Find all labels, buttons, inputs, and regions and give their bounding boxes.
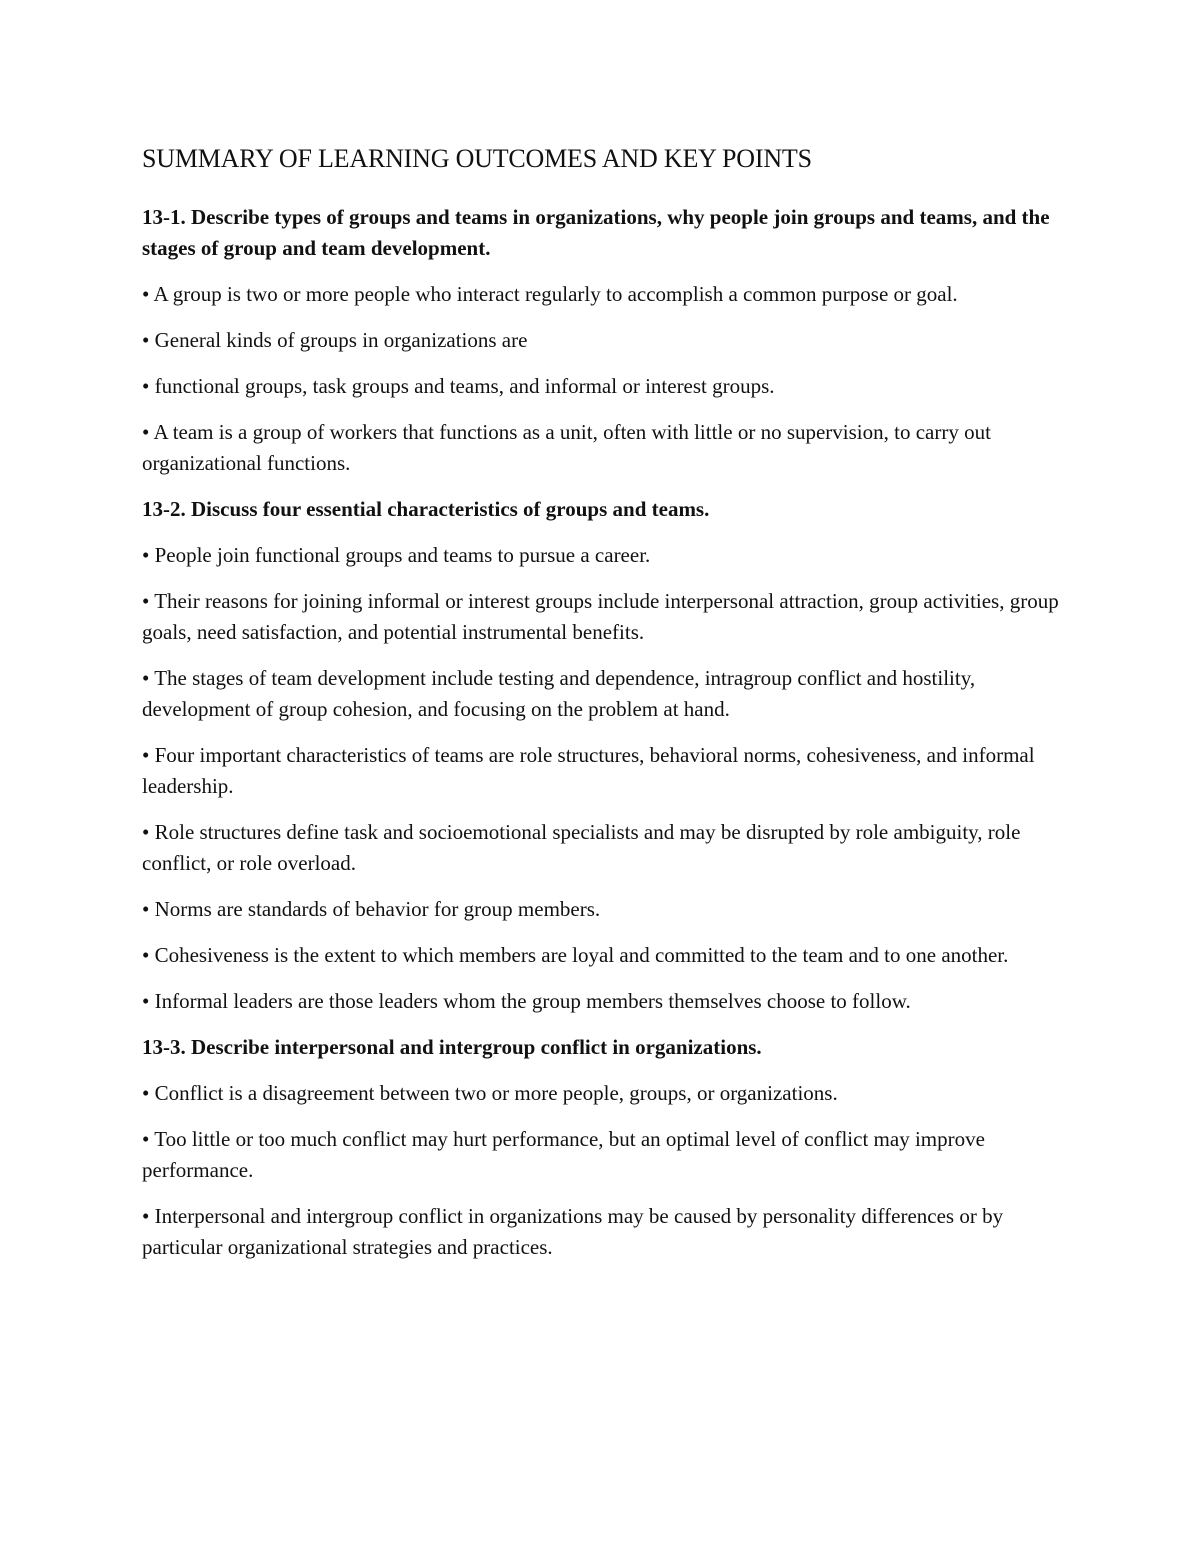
bullet-item: • Too little or too much conflict may hurt performance, but an optimal level of conflict may improve performance. xyxy=(142,1127,985,1182)
bullet-item: • Cohesiveness is the extent to which members are loyal and committed to the team and to one another. xyxy=(142,943,1009,967)
bullet-item: • Interpersonal and intergroup conflict in organizations may be caused by personality differences or by particular organizational strategies and practices. xyxy=(142,1204,1004,1259)
document-title: SUMMARY OF LEARNING OUTCOMES AND KEY POINTS xyxy=(142,144,812,173)
bullet-item: • Norms are standards of behavior for group members. xyxy=(142,897,601,921)
section-13-1 xyxy=(142,202,1062,479)
bullet-item: • functional groups, task groups and teams, and informal or interest groups. xyxy=(142,374,775,398)
bullet-item: • People join functional groups and teams to pursue a career. xyxy=(142,543,651,567)
section-heading: 13-1. Describe types of groups and teams in organizations, why people join groups and teams, and the stages of group and team development. xyxy=(142,205,1050,260)
bullet-item: • Role structures define task and socioemotional specialists and may be disrupted by role ambiguity, role conflict, or role overload. xyxy=(142,820,1021,875)
bullet-item: • The stages of team development include testing and dependence, intragroup conflict and hostility, development of group cohesion, and focusing on the problem at hand. xyxy=(142,666,976,721)
bullet-item: • General kinds of groups in organizations are xyxy=(142,328,528,352)
bullet-item: • Informal leaders are those leaders whom the group members themselves choose to follow. xyxy=(142,989,911,1013)
bullet-item: • A group is two or more people who interact regularly to accomplish a common purpose or goal. xyxy=(142,282,958,306)
bullet-item: • Conflict is a disagreement between two or more people, groups, or organizations. xyxy=(142,1081,838,1105)
document-content xyxy=(142,142,1062,1278)
bullet-item: • Four important characteristics of teams are role structures, behavioral norms, cohesiveness, and informal leadership. xyxy=(142,743,1035,798)
section-13-3 xyxy=(142,1032,1062,1263)
bullet-item: • A team is a group of workers that functions as a unit, often with little or no supervision, to carry out organizational functions. xyxy=(142,420,991,475)
section-13-2 xyxy=(142,494,1062,1017)
section-heading: 13-3. Describe interpersonal and intergroup conflict in organizations. xyxy=(142,1035,762,1059)
section-heading: 13-2. Discuss four essential characteristics of groups and teams. xyxy=(142,497,710,521)
bullet-item: • Their reasons for joining informal or interest groups include interpersonal attraction, group activities, group goals, need satisfaction, and potential instrumental benefits. xyxy=(142,589,1059,644)
